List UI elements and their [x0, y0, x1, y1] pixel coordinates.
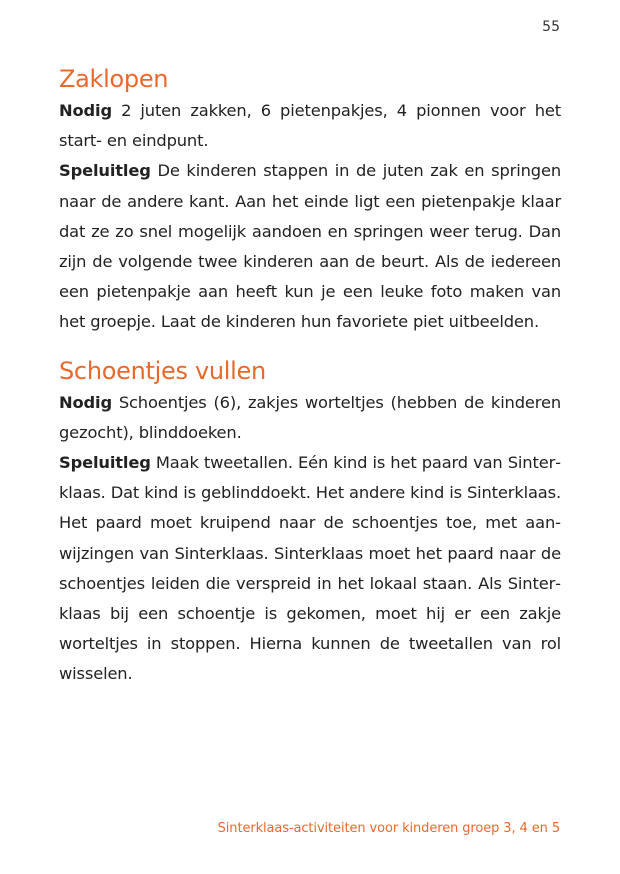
instructions-paragraph [59, 156, 561, 337]
page-content [59, 62, 561, 690]
section-title: Zaklopen [59, 65, 169, 93]
needs-paragraph [59, 388, 561, 448]
needs-text: Schoentjes (6), zakjes worteltjes (hebben de kinderen gezocht), blinddoeken. [59, 392, 562, 442]
section-schoentjes-vullen [59, 354, 561, 690]
instructions-text: De kinderen stappen in de juten zak en springen naar de andere kant. Aan het einde ligt een pietenpakje klaar dat ze zo snel mogelijk aandoen en springen weer terug. Dan zijn de volgende twee kinderen aan de beurt. Als de iedereen een pietenpakje aan heeft kun je een leuke foto maken van het groepje. Laat de kinderen hun favoriete piet uitbeelden. [59, 161, 561, 332]
section-zaklopen [59, 62, 561, 338]
needs-label: Nodig [59, 392, 112, 412]
instructions-text: Maak tweetallen. Eén kind is het paard van Sinterklaas. Dat kind is geblinddoekt. Het andere kind is Sinterklaas. Het paard moet kruipend naar de schoentjes toe, met aanwijzingen van Sinterklaas. Sinterklaas moet het paard naar de schoentjes leiden die verspreid in het lokaal staan. Als Sinterklaas bij een schoentje is gekomen, moet hij er een zakje worteltjes in stoppen. Hierna kunnen de tweetallen van rol wisselen. [59, 453, 561, 684]
page-number: 55 [542, 19, 560, 35]
instructions-label: Speluitleg [59, 453, 151, 473]
instructions-label: Speluitleg [59, 161, 151, 181]
section-title: Schoentjes vullen [59, 356, 266, 385]
running-footer: Sinterklaas-activiteiten voor kinderen groep 3, 4 en 5 [217, 821, 560, 836]
needs-label: Nodig [59, 101, 112, 120]
instructions-paragraph [59, 448, 561, 690]
needs-paragraph [59, 96, 561, 156]
needs-text: 2 juten zakken, 6 pietenpakjes, 4 pionnen voor het start- en eindpunt. [59, 101, 561, 151]
